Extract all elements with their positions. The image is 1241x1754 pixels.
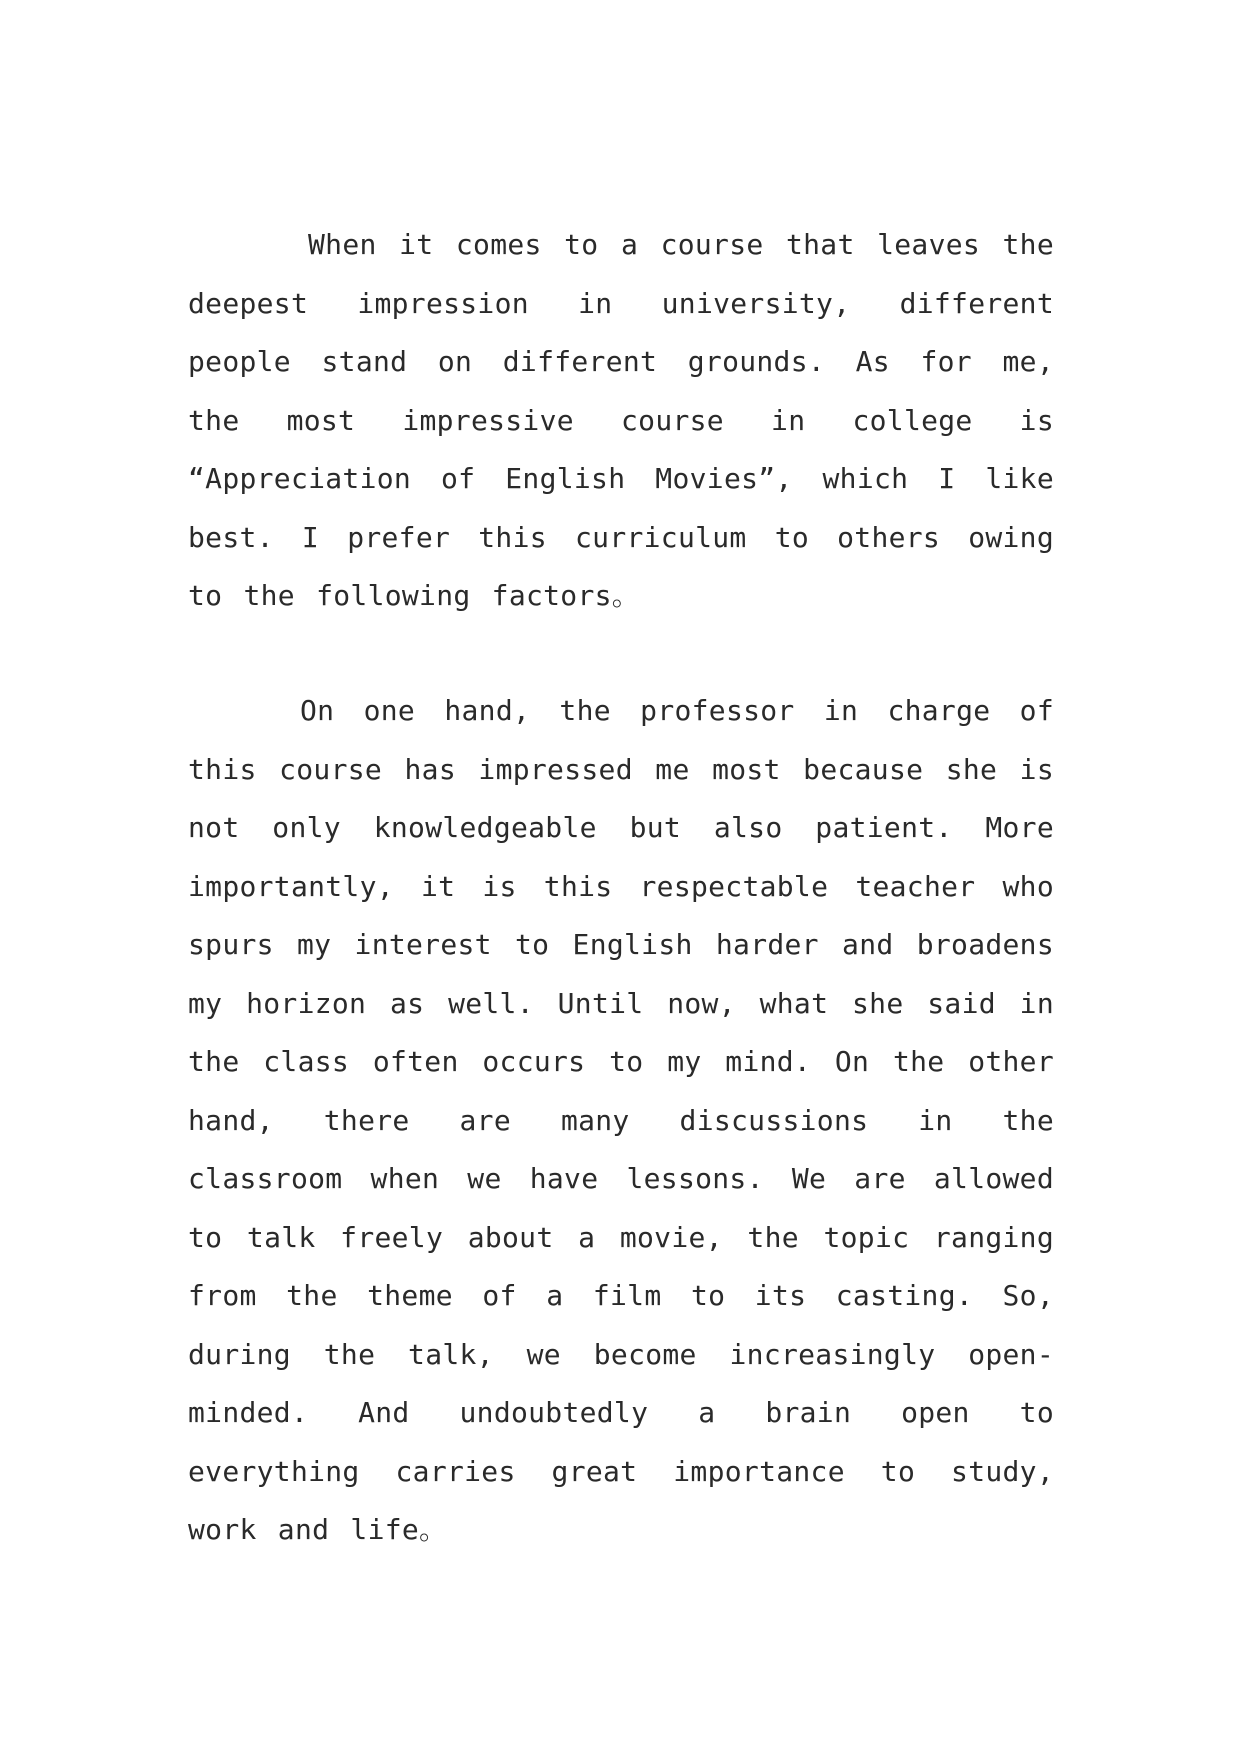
paragraph-body: On one hand, the professor in charge of this course has impressed me most because she is not only knowledgeable but also patient. More importantly, it is this respectable teacher who spurs my interest to English harder and broadens my horizon as well. Until now, what she said in the class often occurs to my mind. On the other hand, there are many discussions in the classroom when we have lessons. We are allowed to talk freely about a movie, the topic ranging from the theme of a film to its casting. So, during the talk, we become increasingly open-minded. And undoubtedly a brain open to everything carries great importance to study, work and life。 (188, 694, 1054, 1546)
paragraph-intro: When it comes to a course that leaves the deepest impression in university, different people stand on different grounds. As for me, the most impressive course in college is “Appreciation of English Movies”, which I like best. I prefer this curriculum to others owing to the following factors。 (188, 228, 1054, 612)
